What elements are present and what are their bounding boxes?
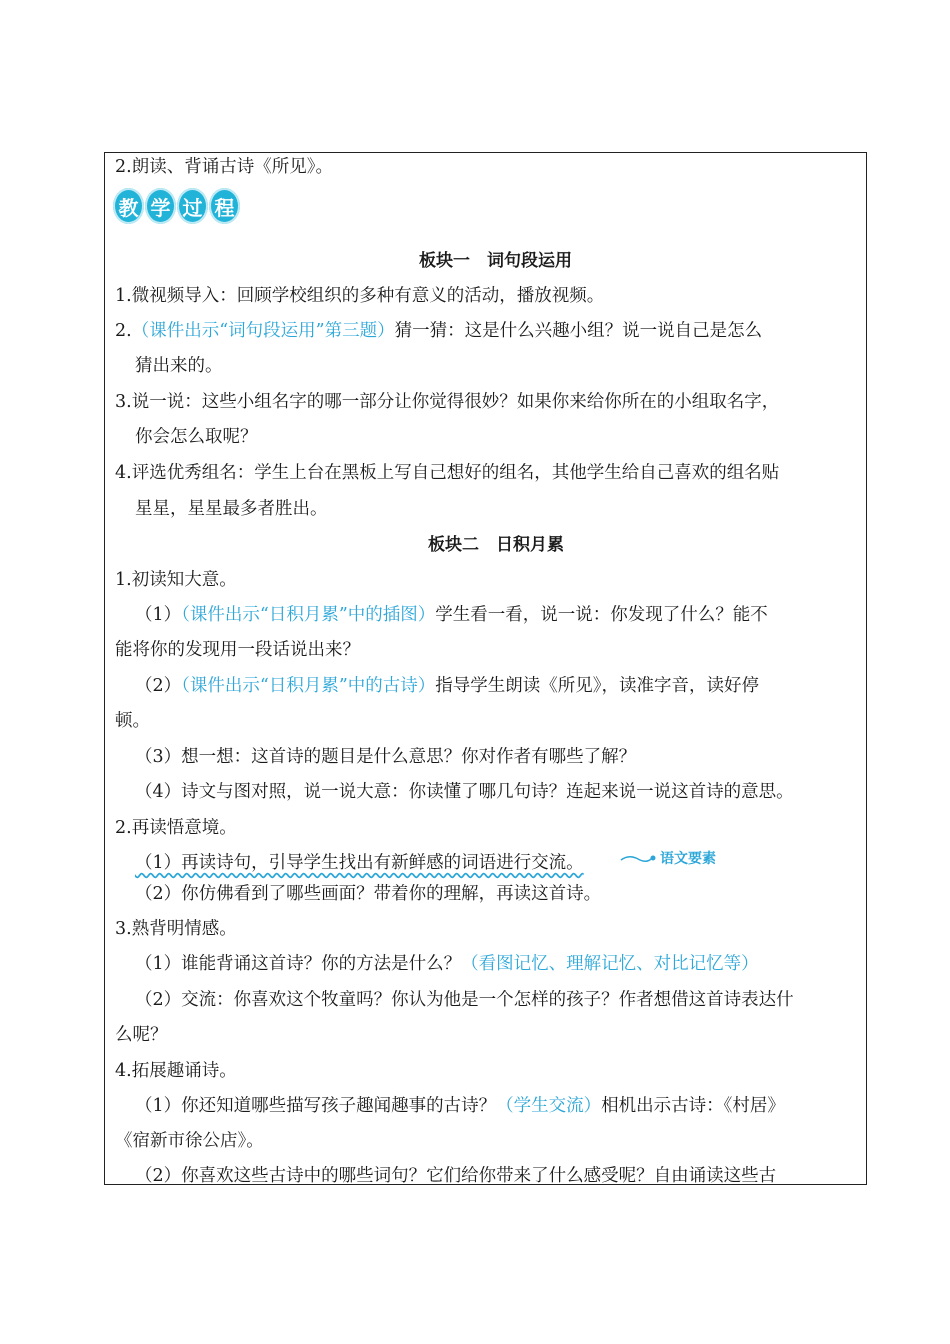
text-line: 么呢？ xyxy=(115,1025,168,1045)
section-heading-2: 板块二 日积月累 xyxy=(428,535,564,555)
text-part: 指导学生朗读《所见》，读准字音，读好停 xyxy=(435,676,760,696)
text-line: （4）诗文与图对照，说一说大意：你读懂了哪几句诗？连起来说一说这首诗的意思。 xyxy=(135,782,794,802)
text-line: 2.朗读、背诵古诗《所见》。 xyxy=(115,157,333,177)
language-element-note xyxy=(620,848,716,868)
text-part: （1） xyxy=(135,605,182,625)
text-line: 4.评选优秀组名：学生上台在黑板上写自己想好的组名，其他学生给自己喜欢的组名贴 xyxy=(115,463,780,483)
text-line: 3.熟背明情感。 xyxy=(115,919,237,939)
method-note: （看图记忆、理解记忆、对比记忆等） xyxy=(461,954,759,974)
courseware-note: （课件出示“日积月累”中的古诗） xyxy=(181,676,436,696)
text-line: 《宿新市徐公店》。 xyxy=(115,1131,264,1151)
arrow-icon xyxy=(620,852,656,864)
text-part: 2. xyxy=(115,321,132,341)
text-line: 顿。 xyxy=(115,711,150,731)
text-part: 相机出示古诗：《村居》 xyxy=(601,1096,785,1116)
badge-char: 学 xyxy=(145,188,176,224)
text-line: 猜出来的。 xyxy=(135,356,223,376)
text-part: （1）你还知道哪些描写孩子趣闻趣事的古诗？ xyxy=(135,1096,497,1116)
teaching-process-badge xyxy=(113,188,240,226)
text-line: （3）想一想：这首诗的题目是什么意思？你对作者有哪些了解？ xyxy=(135,747,637,767)
text-part: 学生看一看，说一说：你发现了什么？能不 xyxy=(435,605,768,625)
text-part: 猜一猜：这是什么兴趣小组？说一说自己是怎么 xyxy=(394,321,763,341)
text-part: （1）谁能背诵这首诗？你的方法是什么？ xyxy=(135,954,462,974)
badge-char: 程 xyxy=(209,188,240,224)
badge-char: 教 xyxy=(113,188,144,224)
text-line xyxy=(135,953,759,975)
text-line: 你会怎么取呢？ xyxy=(135,427,258,447)
text-line: （2）你喜欢这些古诗中的哪些词句？它们给你带来了什么感受呢？自由诵读这些古 xyxy=(135,1166,777,1186)
text-line-underlined: （1）再读诗句，引导学生找出有新鲜感的词语进行交流。 xyxy=(135,853,584,873)
text-line: （2）交流：你喜欢这个牧童吗？你认为他是一个怎样的孩子？作者想借这首诗表达什 xyxy=(135,990,794,1010)
section-heading-1: 板块一 词句段运用 xyxy=(419,251,572,271)
note-label: 语文要素 xyxy=(660,851,716,867)
text-line: （2）你仿佛看到了哪些画面？带着你的理解，再读这首诗。 xyxy=(135,884,602,904)
text-line: 1.初读知大意。 xyxy=(115,570,237,590)
text-line: 4.拓展趣诵诗。 xyxy=(115,1061,237,1081)
text-part: （2） xyxy=(135,676,182,696)
text-line: 1.微视频导入：回顾学校组织的多种有意义的活动，播放视频。 xyxy=(115,286,605,306)
courseware-note: （课件出示“日积月累”中的插图） xyxy=(181,605,436,625)
badge-char: 过 xyxy=(177,188,208,224)
text-line: 3.说一说：这些小组名字的哪一部分让你觉得很妙？如果你来给你所在的小组取名字， xyxy=(115,392,780,412)
text-line: 能将你的发现用一段话说出来？ xyxy=(115,640,360,660)
text-line xyxy=(135,1095,785,1117)
text-line xyxy=(115,320,762,342)
student-note: （学生交流） xyxy=(496,1096,602,1116)
text-line xyxy=(135,604,768,626)
text-line: 2.再读悟意境。 xyxy=(115,818,237,838)
courseware-note: （课件出示“词句段运用”第三题） xyxy=(131,321,395,341)
text-line xyxy=(135,675,759,697)
text-line: 星星，星星最多者胜出。 xyxy=(135,499,328,519)
